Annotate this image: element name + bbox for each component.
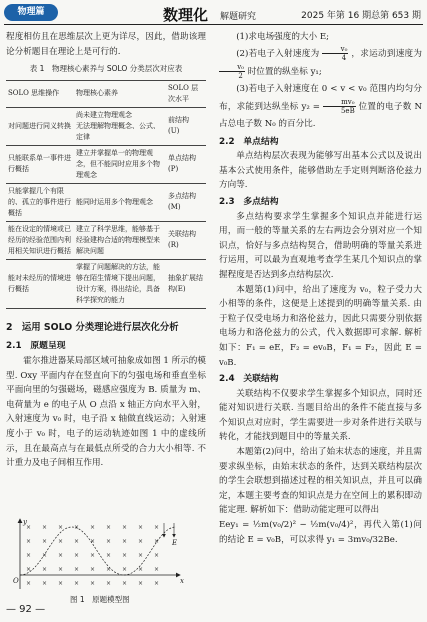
table-cell: 抽象扩展结构(E)	[166, 259, 206, 308]
svg-text:×: ×	[106, 552, 112, 559]
fraction	[322, 45, 348, 62]
paragraph: 本题第(2)问中，给出了始末状态的速度，并且需要求纵坐标，由始末状态的条件，达到关联结构层次的学生会联想到描述过程的相关知识点，并且可以确定，本题主要考查的知识点是力在空间上的累积即动能定理. 解析如下：借助动能定理可以得出	[219, 447, 422, 516]
svg-text:×: ×	[138, 580, 144, 587]
header-rule	[4, 24, 423, 25]
svg-text:×: ×	[26, 580, 32, 587]
svg-text:×: ×	[90, 538, 96, 545]
svg-text:×: ×	[26, 566, 32, 573]
svg-text:×: ×	[106, 580, 112, 587]
svg-text:×: ×	[74, 552, 80, 559]
origin-label: O	[13, 577, 19, 585]
page-number: — 92 —	[6, 604, 46, 615]
problem-paragraph: 霍尔推进器某局部区域可抽象成如图 1 所示的模型. Oxy 平面内存在竖直向下的匀强电场和垂直坐标平面向里的匀强磁场，磁感应强度为 B. 质量为 m、电荷量为 e 的电子从 O 点沿 x 轴正方向水平入射，入射速度为 v₀ 时，电子沿 x 轴做直线运动；入射速度小于 v₀ 时，电子的运动轨迹如图 1 中的虚线所示，且在最高点与在最低点所受的合力大小相等. 不计重力及电子间相互作用.	[6, 355, 206, 469]
section-heading: 2 运用 SOLO 分类理论进行层次化分析	[6, 321, 179, 333]
q3-text-a: (3)若电子入射速度在 0 < v < v₀ 范围内均匀分布，求能到达纵坐标	[219, 83, 422, 112]
journal-brand: 数理化	[163, 6, 209, 24]
frac-num: mv₀	[323, 98, 356, 107]
equation-paragraph: Eey₁ = ½m(v₀/2)² − ½m(v₀/4)²，再代入第(1)问的结论 E = v₀B，可以求得 y₁ = 3mv₀/32Be.	[219, 520, 422, 545]
svg-text:×: ×	[42, 524, 48, 531]
svg-text:×: ×	[74, 538, 80, 545]
q2-text-b: ，求运动到速度为	[351, 48, 422, 59]
svg-text:×: ×	[154, 552, 160, 559]
svg-text:×: ×	[106, 524, 112, 531]
svg-text:×: ×	[90, 552, 96, 559]
table-cell: 建立了科学思维，能够基于经验建构合适的物理模型来解决问题	[74, 221, 166, 259]
page-header	[0, 0, 427, 26]
fraction	[219, 63, 245, 80]
x-label: x	[180, 577, 184, 585]
svg-text:×: ×	[58, 524, 64, 531]
frac-num: v₀	[219, 63, 245, 72]
right-column	[219, 30, 422, 547]
question-2	[219, 45, 422, 81]
table-cell: 只能联系单一事件进行概括	[6, 145, 74, 183]
svg-text:×: ×	[42, 538, 48, 545]
table-cell: 多点结构 (M)	[166, 183, 206, 221]
table-cell: 前结构 (U)	[166, 107, 206, 145]
fraction	[323, 98, 356, 115]
svg-text:×: ×	[138, 552, 144, 559]
q2-text-c: 时位置的纵坐标 y₁;	[247, 66, 322, 77]
table-cell: 能对未经历的情境进行概括	[6, 259, 74, 308]
svg-text:×: ×	[90, 580, 96, 587]
svg-text:×: ×	[74, 566, 80, 573]
svg-text:×: ×	[154, 538, 160, 545]
subsection-heading: 2.4 关联结构	[219, 374, 279, 385]
frac-num: v₀	[322, 45, 348, 54]
svg-text:×: ×	[122, 524, 128, 531]
svg-text:×: ×	[42, 580, 48, 587]
frac-den: 4	[341, 53, 347, 62]
table-caption: 表 1 物理核心素养与 SOLO 分类层次对应表	[29, 64, 183, 74]
svg-text:×: ×	[154, 580, 160, 587]
table-row	[6, 183, 206, 221]
svg-text:×: ×	[154, 524, 160, 531]
svg-text:×: ×	[74, 524, 80, 531]
table-header: SOLO 思维操作	[6, 80, 74, 107]
table-cell: 单点结构 (P)	[166, 145, 206, 183]
subsection-heading: 2.2 单点结构	[219, 136, 279, 147]
table-cell: 掌握了问题解决的方法，能够在陌生情境下提出问题，设计方案，得出结论，具备科学探究的能力	[74, 259, 166, 308]
svg-text:×: ×	[138, 524, 144, 531]
table-cell: 能在设定的情境或已经历的经验范围内利用相关知识进行概括	[6, 221, 74, 259]
paragraph: 本题第(1)问中，给出了速度为 v₀，粒子受力大小相等的条件，这便是上述提到的明确等量关系. 由于粒子仅受电场力和洛伦兹力，因此只需要分别依据电场力和洛伦兹力的公式，代入数据即可求解. 解析如下：F₁ = eE，F₂ = ev₀B，F₁ = F₂，因此 E = v₀B.	[219, 284, 422, 368]
journal-column: 解题研究	[220, 12, 257, 22]
svg-text:×: ×	[122, 566, 128, 573]
table-header: SOLO 层次水平	[166, 80, 206, 107]
left-column	[6, 30, 206, 471]
frac-den: 2	[238, 71, 243, 80]
q3-eq: y₂ =	[301, 101, 320, 112]
svg-text:×: ×	[154, 566, 160, 573]
q3-text-b: 位置的电子数 N 占总电子数 N₀ 的百分比.	[219, 101, 423, 129]
svg-text:×: ×	[138, 538, 144, 545]
table-cell: 对问题进行同义转换	[6, 107, 74, 145]
svg-text:×: ×	[58, 566, 64, 573]
frac-den: 5eB	[340, 106, 355, 115]
table-row	[6, 259, 206, 308]
figure-caption: 图 1 原题模型图	[70, 595, 130, 604]
svg-text:×: ×	[26, 524, 32, 531]
svg-text:×: ×	[42, 552, 48, 559]
svg-text:×: ×	[90, 524, 96, 531]
section-badge: 物理篇	[4, 4, 58, 21]
table-row	[6, 221, 206, 259]
table-cell: 尚未建立物理观念 无法理解物理概念、公式、定律	[74, 107, 166, 145]
table-row	[6, 107, 206, 145]
svg-text:×: ×	[74, 580, 80, 587]
subsection-heading: 2.3 多点结构	[219, 196, 279, 207]
table-cell: 关联结构 (R)	[166, 221, 206, 259]
solo-table	[6, 80, 206, 309]
svg-text:×: ×	[106, 566, 112, 573]
table-cell: 能同时运用多个物理观念	[74, 183, 166, 221]
svg-text:×: ×	[26, 552, 32, 559]
y-label: y	[23, 518, 27, 526]
svg-text:×: ×	[58, 538, 64, 545]
svg-text:×: ×	[138, 566, 144, 573]
issue-info: 2025 年第 16 期总第 653 期	[301, 11, 421, 21]
svg-text:×: ×	[42, 566, 48, 573]
paragraph: 单点结构层次表现为能够写出基本公式以及说出基本公式使用条件，能够借助左手定则判断洛伦兹力方向等.	[219, 151, 422, 191]
q2-text-a: (2)若电子入射速度为	[236, 48, 320, 59]
table-cell: 建立并掌握单一的物理观念，但不能同时应用多个物理观念	[74, 145, 166, 183]
table-cell: 只能掌握几个有限的、孤立的事件进行概括	[6, 183, 74, 221]
svg-text:×: ×	[26, 538, 32, 545]
svg-text:×: ×	[122, 580, 128, 587]
question-3	[219, 81, 422, 133]
problem-figure	[12, 517, 188, 591]
question-1: (1)求电场强度的大小 E;	[236, 32, 330, 42]
svg-text:×: ×	[58, 552, 64, 559]
field-e-label: E	[172, 539, 178, 547]
svg-text:×: ×	[122, 538, 128, 545]
table-row	[6, 145, 206, 183]
paragraph: 关联结构不仅要求学生掌握多个知识点，同时还能对知识进行关联. 当题目给出的条件不能直接与多个知识点对应时，学生需要进一步对条件进行关联与转化，才能找到题目中的等量关系.	[219, 388, 422, 443]
svg-text:×: ×	[106, 538, 112, 545]
paragraph: 多点结构要求学生掌握多个知识点并能进行运用，而一般的等量关系的左右两边会分别对应一个知识点，恰好与多点结构契合，借助明确的等量关系进行运用，可以最为直观地考查学生某几个知识点的掌握程度是否达到多点结构层次.	[219, 211, 422, 280]
svg-text:×: ×	[58, 580, 64, 587]
svg-text:×: ×	[90, 566, 96, 573]
subsection-heading: 2.1 原题呈现	[6, 341, 66, 352]
svg-text:×: ×	[122, 552, 128, 559]
intro-paragraph: 程度相仿且在思维层次上更为详尽，因此，借助该理论分析题目在理论上是可行的.	[6, 32, 206, 57]
table-header: 物理核心素养	[74, 80, 166, 107]
